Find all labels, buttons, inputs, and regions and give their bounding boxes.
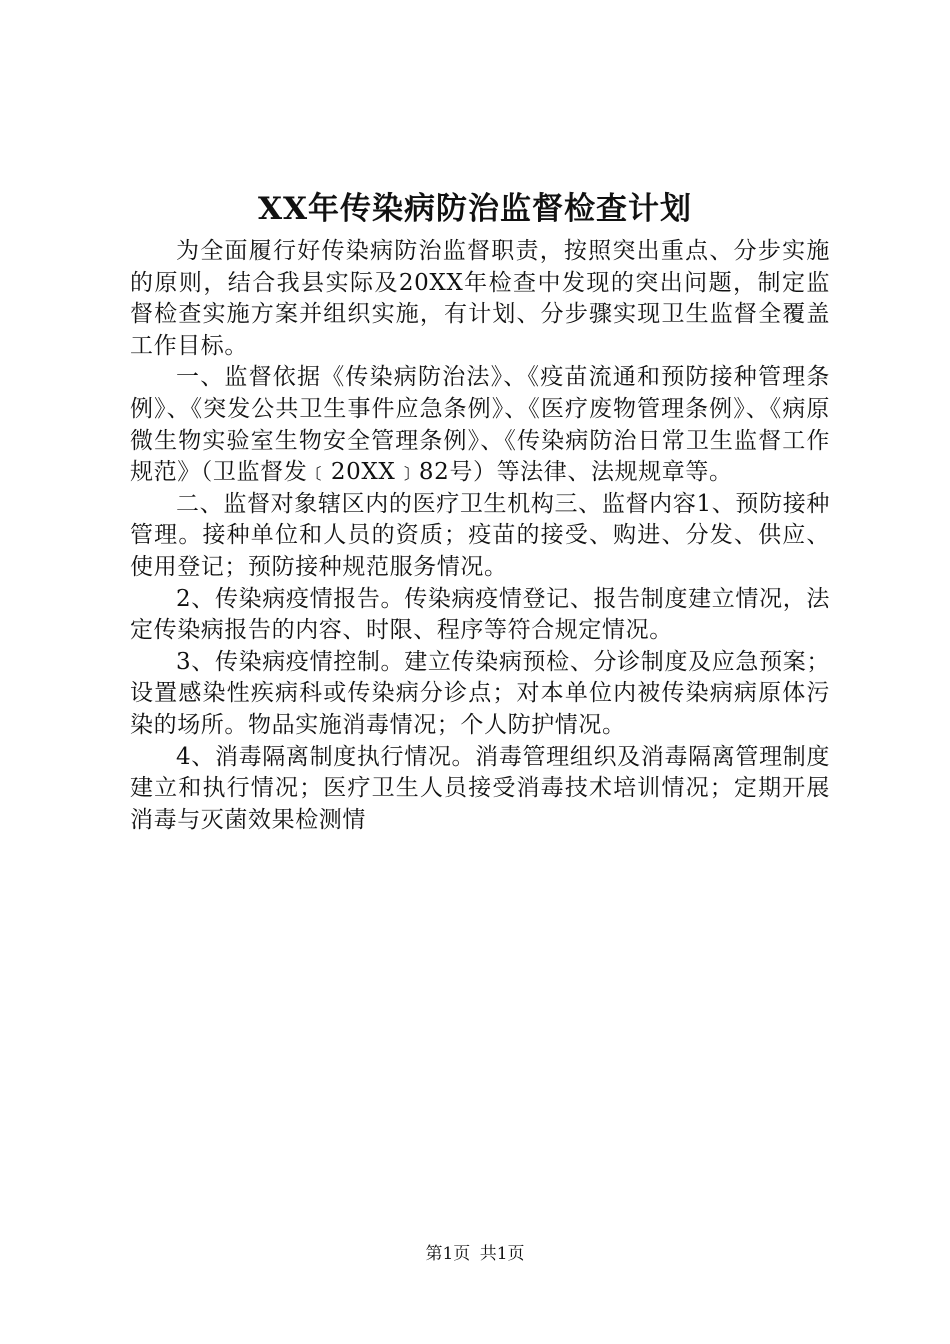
page-footer <box>0 1242 950 1266</box>
document-title: XX年传染病防治监督检查计划 <box>257 191 693 227</box>
page-number: 第1页 <box>425 1244 471 1264</box>
document-body <box>130 236 830 836</box>
page-total: 共1页 <box>479 1244 525 1264</box>
paragraph-basis: 一、监督依据《传染病防治法》、《疫苗流通和预防接种管理条例》、《突发公共卫生事件应急条例》、《医疗废物管理条例》、《病原微生物实验室生物安全管理条例》、《传染病防治日常卫生监督工作规范》（卫监督发﹝20XX﹞82号）等法律、法规规章等。 <box>130 364 830 486</box>
paragraph-item-3: 3、传染病疫情控制。建立传染病预检、分诊制度及应急预案；设置感染性疾病科或传染病分诊点；对本单位内被传染病病原体污染的场所。物品实施消毒情况；个人防护情况。 <box>130 648 830 738</box>
paragraph-item-4: 4、消毒隔离制度执行情况。消毒管理组织及消毒隔离管理制度建立和执行情况；医疗卫生人员接受消毒技术培训情况；定期开展消毒与灭菌效果检测情 <box>130 743 830 833</box>
paragraph-item-2: 2、传染病疫情报告。传染病疫情登记、报告制度建立情况，法定传染病报告的内容、时限、程序等符合规定情况。 <box>130 585 830 644</box>
paragraph-intro: 为全面履行好传染病防治监督职责，按照突出重点、分步实施的原则，结合我县实际及20XX年检查中发现的突出问题，制定监督检查实施方案并组织实施，有计划、分步骤实现卫生监督全覆盖工作目标。 <box>130 238 830 359</box>
paragraph-targets-content: 二、监督对象辖区内的医疗卫生机构三、监督内容1、预防接种管理。接种单位和人员的资质；疫苗的接受、购进、分发、供应、使用登记；预防接种规范服务情况。 <box>130 490 830 580</box>
